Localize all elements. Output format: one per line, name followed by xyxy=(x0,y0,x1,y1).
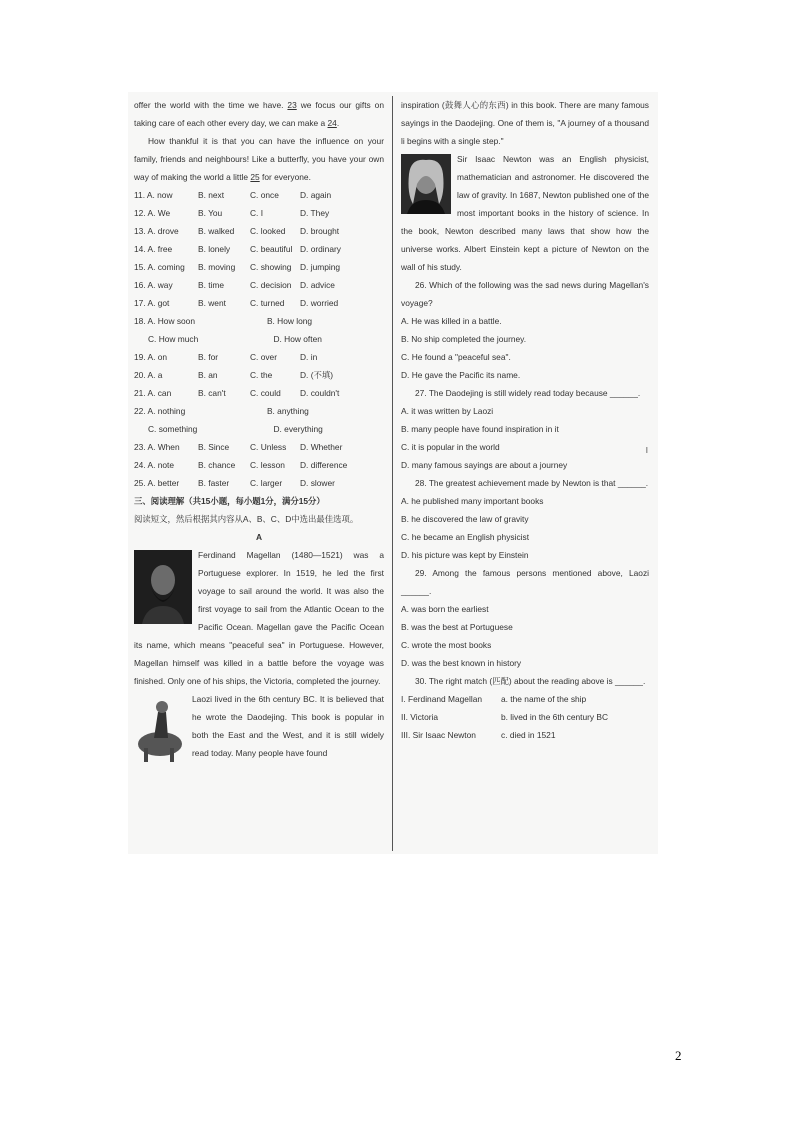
laozi-ox-illustration xyxy=(134,694,186,764)
section-instruction: 阅读短文，然后根据其内容从A、B、C、D中选出最佳选项。 xyxy=(134,514,359,524)
section-heading: 三、阅读理解（共15小题，每小题1分，满分15分） xyxy=(134,496,325,506)
option-row xyxy=(134,384,384,402)
option-choice: D. How often xyxy=(273,334,322,344)
option-choice: 24. A. note xyxy=(134,460,175,470)
option-choice: 13. A. drove xyxy=(134,226,179,236)
question-29: 29. Among the famous persons mentioned above, Laozi ______. xyxy=(401,568,649,596)
option-choice: B. time xyxy=(198,280,225,290)
option-row xyxy=(134,456,384,474)
option-choice: 14. A. free xyxy=(134,244,173,254)
option-choice: 22. A. nothing xyxy=(134,406,186,416)
answer-option: B. he discovered the law of gravity xyxy=(401,514,529,524)
option-choice: C. lesson xyxy=(250,460,285,470)
option-choice: D. worried xyxy=(300,298,339,308)
magellan-portrait-image xyxy=(134,550,192,624)
cloze-options xyxy=(134,186,384,492)
option-choice: B. anything xyxy=(266,406,309,416)
answer-option: C. He found a "peaceful sea". xyxy=(401,352,511,362)
match-row xyxy=(401,726,649,744)
answer-option: A. it was written by Laozi xyxy=(401,406,494,416)
option-choice: D. Whether xyxy=(300,442,343,452)
option-choice: 11. A. now xyxy=(134,190,173,200)
option-choice: C. could xyxy=(250,388,281,398)
option-choice: D. everything xyxy=(273,424,323,434)
option-choice: 12. A. We xyxy=(134,208,171,218)
question-30-match-table xyxy=(401,690,649,744)
option-choice: B. next xyxy=(198,190,225,200)
option-choice: B. an xyxy=(198,370,218,380)
match-fact: b. lived in the 6th century BC xyxy=(501,712,609,722)
option-choice: B. Since xyxy=(198,442,230,452)
option-choice: B. How long xyxy=(266,316,313,326)
option-choice: C. something xyxy=(148,424,198,434)
option-choice: D. slower xyxy=(300,478,335,488)
option-choice: C. turned xyxy=(250,298,285,308)
answer-option: B. many people have found inspiration in it xyxy=(401,424,559,434)
match-person: II. Victoria xyxy=(401,712,439,722)
option-choice: B. chance xyxy=(198,460,236,470)
option-choice: D. brought xyxy=(300,226,340,236)
option-choice: C. the xyxy=(250,370,273,380)
option-choice: 21. A. can xyxy=(134,388,172,398)
question-28-options xyxy=(401,492,649,564)
option-choice: B. went xyxy=(198,298,226,308)
option-choice: B. can't xyxy=(198,388,226,398)
match-fact: a. the name of the ship xyxy=(501,694,587,704)
option-row xyxy=(134,348,384,366)
option-choice: D. They xyxy=(300,208,330,218)
match-fact: c. died in 1521 xyxy=(501,730,556,740)
answer-option: D. his picture was kept by Einstein xyxy=(401,550,529,560)
question-27-options xyxy=(401,402,649,474)
option-row xyxy=(134,204,384,222)
option-choice: C. larger xyxy=(250,478,283,488)
answer-option: D. many famous sayings are about a journey xyxy=(401,460,568,470)
match-row xyxy=(401,708,649,726)
question-28: 28. The greatest achievement made by Newton is that ______. xyxy=(415,478,649,488)
option-choice: B. moving xyxy=(198,262,236,272)
option-choice: 19. A. on xyxy=(134,352,168,362)
match-person: I. Ferdinand Magellan xyxy=(401,694,483,704)
option-choice: C. beautiful xyxy=(250,244,293,254)
answer-option: A. He was killed in a battle. xyxy=(401,316,502,326)
option-row xyxy=(134,312,384,330)
question-30: 30. The right match (匹配) about the reading above is ______. xyxy=(415,676,646,686)
option-choice: C. looked xyxy=(250,226,286,236)
margin-mark: I xyxy=(645,446,648,455)
option-choice: C. over xyxy=(250,352,277,362)
answer-option: D. He gave the Pacific its name. xyxy=(401,370,521,380)
option-choice: 20. A. a xyxy=(134,370,163,380)
option-choice: 25. A. better xyxy=(134,478,180,488)
question-27: 27. The Daodejing is still widely read today because ______. xyxy=(415,388,641,398)
left-column xyxy=(134,96,384,766)
option-choice: C. How much xyxy=(148,334,199,344)
option-choice: D. ordinary xyxy=(300,244,341,254)
page-number: 2 xyxy=(675,1048,682,1063)
option-choice: B. for xyxy=(198,352,219,362)
option-choice: D. (不填) xyxy=(300,370,334,380)
option-choice: B. walked xyxy=(198,226,235,236)
question-29-options xyxy=(401,600,649,672)
option-row xyxy=(134,276,384,294)
magellan-passage: Ferdinand Magellan (1480—1521) was a Portuguese explorer. In 1519, he led the first voyage to sail around the world. It was also the first voyage to sail from the Atlantic Ocean to the Pacific Ocean. Magellan gave the Pacific Ocean its name, which means "peaceful sea" in Portuguese. However, Magellan himself was killed in a battle before the voyage was finished. Only one of his ships, the Victoria, completed the journey. xyxy=(134,550,384,686)
option-row xyxy=(134,240,384,258)
answer-option: C. it is popular in the world xyxy=(401,442,500,452)
answer-option: A. he published many important books xyxy=(401,496,544,506)
laozi-passage-continued: inspiration (鼓舞人心的东西) in this book. There are many famous sayings in the Daodejing. One of them is, "A journey of a thousand li begins with a single step." xyxy=(401,100,649,146)
option-row xyxy=(134,258,384,276)
laozi-passage: Laozi lived in the 6th century BC. It is believed that he wrote the Daodejing. This book is popular in both the East and the West, and it is still widely read today. Many people have found xyxy=(192,694,384,758)
passage-label: A xyxy=(255,532,263,542)
option-row xyxy=(134,222,384,240)
match-row xyxy=(401,690,649,708)
option-row xyxy=(134,294,384,312)
option-choice: D. jumping xyxy=(300,262,341,272)
question-26: 26. Which of the following was the sad news during Magellan's voyage? xyxy=(401,280,649,308)
option-choice: 23. A. When xyxy=(134,442,180,452)
option-choice: 15. A. coming xyxy=(134,262,185,272)
option-choice: D. couldn't xyxy=(300,388,340,398)
option-choice: C. once xyxy=(250,190,279,200)
option-row xyxy=(134,402,384,420)
option-row xyxy=(134,330,384,348)
option-choice: 16. A. way xyxy=(134,280,173,290)
answer-option: C. wrote the most books xyxy=(401,640,492,650)
answer-option: B. No ship completed the journey. xyxy=(401,334,527,344)
option-row xyxy=(134,438,384,456)
option-choice: C. Unless xyxy=(250,442,287,452)
option-choice: B. faster xyxy=(198,478,230,488)
option-row xyxy=(134,420,384,438)
option-choice: B. You xyxy=(198,208,223,218)
answer-option: D. was the best known in history xyxy=(401,658,522,668)
option-row xyxy=(134,474,384,492)
option-row xyxy=(134,186,384,204)
right-column xyxy=(401,96,649,744)
question-26-options xyxy=(401,312,649,384)
option-choice: C. I xyxy=(250,208,264,218)
column-divider xyxy=(392,96,393,851)
match-person: III. Sir Isaac Newton xyxy=(401,730,476,740)
option-choice: D. difference xyxy=(300,460,348,470)
option-choice: D. advice xyxy=(300,280,335,290)
option-choice: C. showing xyxy=(250,262,292,272)
answer-option: A. was born the earliest xyxy=(401,604,489,614)
option-choice: 17. A. got xyxy=(134,298,170,308)
option-choice: D. in xyxy=(300,352,318,362)
answer-option: C. he became an English physicist xyxy=(401,532,530,542)
newton-portrait-image xyxy=(401,154,451,214)
option-choice: B. lonely xyxy=(198,244,231,254)
newton-passage: Sir Isaac Newton was an English physicist, mathematician and astronomer. He discovered the law of gravity. In 1687, Newton published one of the most important books in the history of science. In the book, Newton described many laws that show how the universe works. Albert Einstein kept a picture of Newton on the wall of his study. xyxy=(401,154,649,272)
option-choice: C. decision xyxy=(250,280,292,290)
option-row xyxy=(134,366,384,384)
cloze-paragraph-final: How thankful it is that you can have the influence on your family, friends and neighbours! Like a butterfly, you have your own way of making the world a little 25 for everyone. xyxy=(134,136,384,182)
cloze-paragraph-end: offer the world with the time we have. 23 we focus our gifts on taking care of each other every day, we can make a 24. xyxy=(134,100,385,128)
option-choice: D. again xyxy=(300,190,332,200)
option-choice: 18. A. How soon xyxy=(134,316,195,326)
answer-option: B. was the best at Portuguese xyxy=(401,622,513,632)
